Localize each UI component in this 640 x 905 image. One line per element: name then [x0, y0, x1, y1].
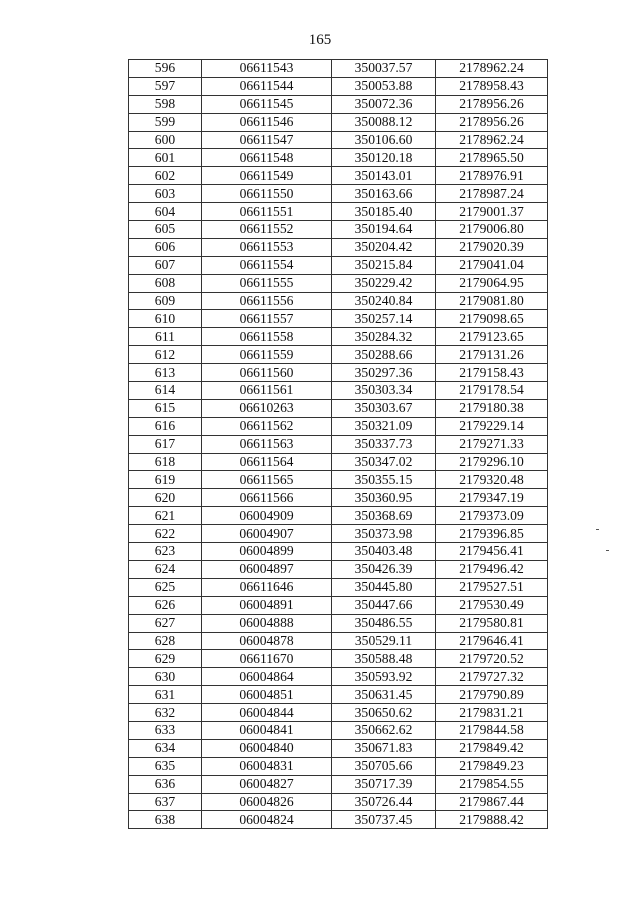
y-coordinate-cell: 2178956.26 — [436, 113, 548, 131]
x-coordinate-cell: 350204.42 — [332, 238, 436, 256]
table-row — [129, 167, 548, 185]
table-row — [129, 775, 548, 793]
row-number-cell: 630 — [129, 668, 202, 686]
cadastral-number-cell: 06611562 — [202, 417, 332, 435]
row-number-cell: 604 — [129, 203, 202, 221]
x-coordinate-cell: 350529.11 — [332, 632, 436, 650]
table-row — [129, 453, 548, 471]
table-row — [129, 721, 548, 739]
row-number-cell: 617 — [129, 435, 202, 453]
x-coordinate-cell: 350373.98 — [332, 525, 436, 543]
x-coordinate-cell: 350650.62 — [332, 704, 436, 722]
x-coordinate-cell: 350229.42 — [332, 274, 436, 292]
table-row — [129, 614, 548, 632]
cadastral-number-cell: 06611646 — [202, 578, 332, 596]
cadastral-number-cell: 06004888 — [202, 614, 332, 632]
x-coordinate-cell: 350303.34 — [332, 382, 436, 400]
x-coordinate-cell: 350284.32 — [332, 328, 436, 346]
cadastral-number-cell: 06611566 — [202, 489, 332, 507]
x-coordinate-cell: 350705.66 — [332, 757, 436, 775]
cadastral-number-cell: 06611550 — [202, 185, 332, 203]
table-row — [129, 632, 548, 650]
table-row — [129, 221, 548, 239]
cadastral-number-cell: 06004831 — [202, 757, 332, 775]
row-number-cell: 601 — [129, 149, 202, 167]
row-number-cell: 636 — [129, 775, 202, 793]
table-row — [129, 560, 548, 578]
cadastral-number-cell: 06611557 — [202, 310, 332, 328]
row-number-cell: 600 — [129, 131, 202, 149]
y-coordinate-cell: 2179849.23 — [436, 757, 548, 775]
y-coordinate-cell: 2179720.52 — [436, 650, 548, 668]
table-row — [129, 596, 548, 614]
table-body — [129, 60, 548, 829]
x-coordinate-cell: 350163.66 — [332, 185, 436, 203]
row-number-cell: 624 — [129, 560, 202, 578]
table-row — [129, 364, 548, 382]
row-number-cell: 611 — [129, 328, 202, 346]
x-coordinate-cell: 350240.84 — [332, 292, 436, 310]
cadastral-number-cell: 06611559 — [202, 346, 332, 364]
table-row — [129, 417, 548, 435]
coordinates-table — [128, 59, 548, 829]
table-row — [129, 274, 548, 292]
row-number-cell: 618 — [129, 453, 202, 471]
row-number-cell: 633 — [129, 721, 202, 739]
row-number-cell: 628 — [129, 632, 202, 650]
y-coordinate-cell: 2178962.24 — [436, 60, 548, 78]
x-coordinate-cell: 350486.55 — [332, 614, 436, 632]
y-coordinate-cell: 2179888.42 — [436, 811, 548, 829]
row-number-cell: 619 — [129, 471, 202, 489]
y-coordinate-cell: 2179081.80 — [436, 292, 548, 310]
scan-speck — [606, 550, 609, 551]
x-coordinate-cell: 350347.02 — [332, 453, 436, 471]
cadastral-number-cell: 06611546 — [202, 113, 332, 131]
row-number-cell: 615 — [129, 399, 202, 417]
y-coordinate-cell: 2179790.89 — [436, 686, 548, 704]
row-number-cell: 625 — [129, 578, 202, 596]
table-row — [129, 185, 548, 203]
x-coordinate-cell: 350194.64 — [332, 221, 436, 239]
y-coordinate-cell: 2179347.19 — [436, 489, 548, 507]
cadastral-number-cell: 06611670 — [202, 650, 332, 668]
row-number-cell: 612 — [129, 346, 202, 364]
row-number-cell: 606 — [129, 238, 202, 256]
row-number-cell: 626 — [129, 596, 202, 614]
x-coordinate-cell: 350037.57 — [332, 60, 436, 78]
cadastral-number-cell: 06611548 — [202, 149, 332, 167]
table-row — [129, 203, 548, 221]
x-coordinate-cell: 350355.15 — [332, 471, 436, 489]
x-coordinate-cell: 350257.14 — [332, 310, 436, 328]
y-coordinate-cell: 2179098.65 — [436, 310, 548, 328]
table-row — [129, 578, 548, 596]
row-number-cell: 605 — [129, 221, 202, 239]
table-row — [129, 489, 548, 507]
y-coordinate-cell: 2179844.58 — [436, 721, 548, 739]
y-coordinate-cell: 2178976.91 — [436, 167, 548, 185]
x-coordinate-cell: 350120.18 — [332, 149, 436, 167]
y-coordinate-cell: 2179020.39 — [436, 238, 548, 256]
table-row — [129, 382, 548, 400]
y-coordinate-cell: 2179831.21 — [436, 704, 548, 722]
cadastral-number-cell: 06610263 — [202, 399, 332, 417]
cadastral-number-cell: 06611545 — [202, 95, 332, 113]
cadastral-number-cell: 06004844 — [202, 704, 332, 722]
x-coordinate-cell: 350593.92 — [332, 668, 436, 686]
x-coordinate-cell: 350726.44 — [332, 793, 436, 811]
x-coordinate-cell: 350143.01 — [332, 167, 436, 185]
cadastral-number-cell: 06004878 — [202, 632, 332, 650]
cadastral-number-cell: 06611565 — [202, 471, 332, 489]
x-coordinate-cell: 350337.73 — [332, 435, 436, 453]
table-row — [129, 471, 548, 489]
x-coordinate-cell: 350288.66 — [332, 346, 436, 364]
y-coordinate-cell: 2179867.44 — [436, 793, 548, 811]
x-coordinate-cell: 350368.69 — [332, 507, 436, 525]
row-number-cell: 627 — [129, 614, 202, 632]
y-coordinate-cell: 2179849.42 — [436, 739, 548, 757]
y-coordinate-cell: 2179180.38 — [436, 399, 548, 417]
cadastral-number-cell: 06004826 — [202, 793, 332, 811]
cadastral-number-cell: 06611549 — [202, 167, 332, 185]
y-coordinate-cell: 2179006.80 — [436, 221, 548, 239]
row-number-cell: 634 — [129, 739, 202, 757]
y-coordinate-cell: 2179580.81 — [436, 614, 548, 632]
table-row — [129, 668, 548, 686]
x-coordinate-cell: 350588.48 — [332, 650, 436, 668]
x-coordinate-cell: 350185.40 — [332, 203, 436, 221]
table-row — [129, 739, 548, 757]
row-number-cell: 610 — [129, 310, 202, 328]
row-number-cell: 597 — [129, 77, 202, 95]
y-coordinate-cell: 2179854.55 — [436, 775, 548, 793]
row-number-cell: 616 — [129, 417, 202, 435]
x-coordinate-cell: 350717.39 — [332, 775, 436, 793]
table-row — [129, 292, 548, 310]
y-coordinate-cell: 2178956.26 — [436, 95, 548, 113]
y-coordinate-cell: 2179178.54 — [436, 382, 548, 400]
y-coordinate-cell: 2179320.48 — [436, 471, 548, 489]
x-coordinate-cell: 350631.45 — [332, 686, 436, 704]
y-coordinate-cell: 2178965.50 — [436, 149, 548, 167]
row-number-cell: 613 — [129, 364, 202, 382]
y-coordinate-cell: 2179396.85 — [436, 525, 548, 543]
x-coordinate-cell: 350445.80 — [332, 578, 436, 596]
row-number-cell: 607 — [129, 256, 202, 274]
y-coordinate-cell: 2179158.43 — [436, 364, 548, 382]
y-coordinate-cell: 2179646.41 — [436, 632, 548, 650]
row-number-cell: 620 — [129, 489, 202, 507]
x-coordinate-cell: 350303.67 — [332, 399, 436, 417]
row-number-cell: 602 — [129, 167, 202, 185]
cadastral-number-cell: 06004841 — [202, 721, 332, 739]
y-coordinate-cell: 2179123.65 — [436, 328, 548, 346]
row-number-cell: 635 — [129, 757, 202, 775]
x-coordinate-cell: 350297.36 — [332, 364, 436, 382]
x-coordinate-cell: 350671.83 — [332, 739, 436, 757]
table-row — [129, 525, 548, 543]
x-coordinate-cell: 350072.36 — [332, 95, 436, 113]
cadastral-number-cell: 06611553 — [202, 238, 332, 256]
row-number-cell: 622 — [129, 525, 202, 543]
x-coordinate-cell: 350426.39 — [332, 560, 436, 578]
table-row — [129, 435, 548, 453]
cadastral-number-cell: 06611560 — [202, 364, 332, 382]
y-coordinate-cell: 2178962.24 — [436, 131, 548, 149]
cadastral-number-cell: 06004909 — [202, 507, 332, 525]
cadastral-number-cell: 06611547 — [202, 131, 332, 149]
cadastral-number-cell: 06611554 — [202, 256, 332, 274]
y-coordinate-cell: 2179271.33 — [436, 435, 548, 453]
y-coordinate-cell: 2179496.42 — [436, 560, 548, 578]
table-row — [129, 507, 548, 525]
table-row — [129, 256, 548, 274]
x-coordinate-cell: 350106.60 — [332, 131, 436, 149]
table-row — [129, 238, 548, 256]
table-row — [129, 757, 548, 775]
cadastral-number-cell: 06004907 — [202, 525, 332, 543]
cadastral-number-cell: 06004897 — [202, 560, 332, 578]
x-coordinate-cell: 350215.84 — [332, 256, 436, 274]
row-number-cell: 623 — [129, 543, 202, 561]
row-number-cell: 638 — [129, 811, 202, 829]
row-number-cell: 609 — [129, 292, 202, 310]
y-coordinate-cell: 2179527.51 — [436, 578, 548, 596]
cadastral-number-cell: 06611544 — [202, 77, 332, 95]
x-coordinate-cell: 350737.45 — [332, 811, 436, 829]
x-coordinate-cell: 350053.88 — [332, 77, 436, 95]
x-coordinate-cell: 350360.95 — [332, 489, 436, 507]
table-row — [129, 95, 548, 113]
x-coordinate-cell: 350662.62 — [332, 721, 436, 739]
table-row — [129, 113, 548, 131]
table-row — [129, 650, 548, 668]
table-row — [129, 686, 548, 704]
cadastral-number-cell: 06611561 — [202, 382, 332, 400]
y-coordinate-cell: 2179530.49 — [436, 596, 548, 614]
row-number-cell: 629 — [129, 650, 202, 668]
row-number-cell: 598 — [129, 95, 202, 113]
cadastral-number-cell: 06004840 — [202, 739, 332, 757]
table-row — [129, 77, 548, 95]
cadastral-number-cell: 06004891 — [202, 596, 332, 614]
row-number-cell: 631 — [129, 686, 202, 704]
cadastral-number-cell: 06004899 — [202, 543, 332, 561]
x-coordinate-cell: 350321.09 — [332, 417, 436, 435]
y-coordinate-cell: 2179064.95 — [436, 274, 548, 292]
cadastral-number-cell: 06611563 — [202, 435, 332, 453]
cadastral-number-cell: 06611552 — [202, 221, 332, 239]
y-coordinate-cell: 2178958.43 — [436, 77, 548, 95]
row-number-cell: 637 — [129, 793, 202, 811]
y-coordinate-cell: 2179229.14 — [436, 417, 548, 435]
y-coordinate-cell: 2178987.24 — [436, 185, 548, 203]
table-row — [129, 131, 548, 149]
row-number-cell: 614 — [129, 382, 202, 400]
page-number: 165 — [308, 32, 332, 48]
y-coordinate-cell: 2179041.04 — [436, 256, 548, 274]
row-number-cell: 599 — [129, 113, 202, 131]
cadastral-number-cell: 06004864 — [202, 668, 332, 686]
y-coordinate-cell: 2179296.10 — [436, 453, 548, 471]
cadastral-number-cell: 06004851 — [202, 686, 332, 704]
table-row — [129, 346, 548, 364]
y-coordinate-cell: 2179456.41 — [436, 543, 548, 561]
cadastral-number-cell: 06611543 — [202, 60, 332, 78]
x-coordinate-cell: 350447.66 — [332, 596, 436, 614]
cadastral-number-cell: 06611555 — [202, 274, 332, 292]
y-coordinate-cell: 2179131.26 — [436, 346, 548, 364]
row-number-cell: 621 — [129, 507, 202, 525]
table-row — [129, 399, 548, 417]
cadastral-number-cell: 06004824 — [202, 811, 332, 829]
x-coordinate-cell: 350403.48 — [332, 543, 436, 561]
row-number-cell: 603 — [129, 185, 202, 203]
table-row — [129, 310, 548, 328]
cadastral-number-cell: 06611556 — [202, 292, 332, 310]
table-row — [129, 328, 548, 346]
y-coordinate-cell: 2179373.09 — [436, 507, 548, 525]
table-row — [129, 60, 548, 78]
table-row — [129, 811, 548, 829]
row-number-cell: 632 — [129, 704, 202, 722]
table-row — [129, 793, 548, 811]
row-number-cell: 608 — [129, 274, 202, 292]
cadastral-number-cell: 06004827 — [202, 775, 332, 793]
y-coordinate-cell: 2179727.32 — [436, 668, 548, 686]
x-coordinate-cell: 350088.12 — [332, 113, 436, 131]
cadastral-number-cell: 06611564 — [202, 453, 332, 471]
row-number-cell: 596 — [129, 60, 202, 78]
table-row — [129, 543, 548, 561]
scan-speck — [596, 529, 599, 530]
cadastral-number-cell: 06611551 — [202, 203, 332, 221]
table-row — [129, 704, 548, 722]
table-row — [129, 149, 548, 167]
y-coordinate-cell: 2179001.37 — [436, 203, 548, 221]
cadastral-number-cell: 06611558 — [202, 328, 332, 346]
